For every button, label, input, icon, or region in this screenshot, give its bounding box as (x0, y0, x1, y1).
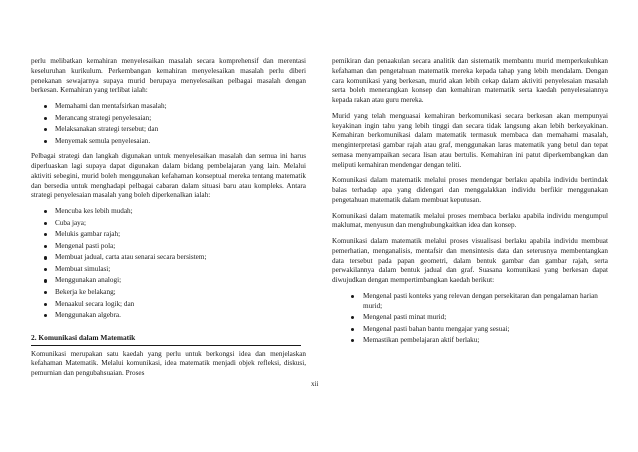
paragraph: Komunikasi merupakan satu kaedah yang perlu untuk berkongsi idea dan menjelaskan kefahaman Matematik. Melalui komunikasi, idea matematik menjadi objek refleksi, diskusi, pemurnian dan pengubahsuaian. Proses (31, 349, 306, 378)
bullet-icon (351, 339, 354, 342)
bullet-icon (351, 328, 354, 331)
list-item: Melaksanakan strategi tersebut; dan (31, 125, 306, 135)
bullet-icon (44, 117, 47, 120)
section-heading: 2. Komunikasi dalam Matematik (31, 333, 301, 346)
list-item: Menaakul secara logik; dan (31, 300, 306, 310)
list-item: Membuat simulasi; (31, 265, 306, 275)
bullet-icon (44, 314, 47, 317)
list-item: Mengenal pasti bahan bantu mengajar yang sesuai; (332, 325, 608, 335)
bullet-icon (44, 140, 47, 143)
left-column (31, 57, 306, 385)
bullet-icon (44, 222, 47, 225)
bullet-icon (44, 279, 47, 282)
list-item: Menggunakan algebra. (31, 311, 306, 321)
bullet-icon (351, 316, 354, 319)
paragraph: Komunikasi dalam matematik melalui proses membaca berlaku apabila individu mengumpul maklumat, menyusun dan menghubungkaitkan idea dan konsep. (332, 211, 608, 230)
list-item: Mencuba kes lebih mudah; (31, 207, 306, 217)
bullet-icon (351, 295, 354, 298)
paragraph: Komunikasi dalam matematik melalui proses visualisasi berlaku apabila individu membuat pemerhatian, menganalisis, mentafsir dan mensintesis data dan seterusnya membentangkan data tersebut pada papan geometri, dalam bentuk gambar dan gambar rajah, serta perwakilannya dalam bentuk jadual dan graf. Suasana komunikasi yang berkesan dapat diwujudkan dengan mempertimbangkan kaedah berikut: (332, 237, 608, 284)
list-item: Cuba jaya; (31, 219, 306, 229)
list-item: Memahami dan mentafsirkan masalah; (31, 102, 306, 112)
page-number: xii (311, 380, 319, 388)
right-column (332, 57, 608, 352)
bullet-icon (44, 256, 47, 259)
paragraph: Pelbagai strategi dan langkah digunakan untuk menyelesaikan masalah dan semua ini harus diperluaskan lagi supaya dapat digunakan dalam bidang pembelajaran yang lain. Melalui aktiviti sebegini, murid boleh menggunakan kefahaman konseptual mereka tentang matematik dan bersedia untuk menghadapi pelbagai cabaran dalam situasi baru atau kompleks. Antara strategi penyelesaian masalah yang boleh diperkenalkan ialah: (31, 152, 306, 200)
paragraph: pemikiran dan penaakulan secara analitik dan sistematik membantu murid memperkukuhkan kefahaman dan pengetahuan matematik mereka kepada tahap yang lebih mendalam. Dengan cara komunikasi yang berkesan, murid akan lebih cekap dalam aktiviti penyelesaian masalah serta boleh menerangkan konsep dan kemahiran matematik serta kaedah penyelesaiannya kepada rakan atau guru mereka. (332, 57, 608, 104)
communication-methods-list (332, 292, 608, 346)
list-item: Merancang strategi penyelesaian; (31, 114, 306, 124)
bullet-icon (44, 303, 47, 306)
bullet-icon (44, 210, 47, 213)
bullet-icon (44, 233, 47, 236)
list-item: Bekerja ke belakang; (31, 288, 306, 298)
paragraph: Murid yang telah menguasai kemahiran berkomunikasi secara berkesan akan mempunyai keyakinan ingin tahu yang lebih tinggi dan secara tidak langsung akan lebih berkeyakinan. Kemahiran berkomunikasi dalam matematik termasuk membaca dan memahami masalah, menginterpretasi gambar rajah atau graf, menggunakan laras matematik yang betul dan tepat semasa menyampaikan secara lisan atau bertulis. Kemahiran ini patut diperkembangkan dan meliputi kemahiran mendengar dengan teliti. (332, 111, 608, 169)
list-item: Menyemak semula penyelesaian. (31, 137, 306, 147)
bullet-icon (44, 291, 47, 294)
bullet-icon (44, 245, 47, 248)
list-item: Menggunakan analogi; (31, 276, 306, 286)
bullet-icon (44, 128, 47, 131)
list-item: Memastikan pembelajaran aktif berlaku; (332, 336, 608, 346)
list-item: Melukis gambar rajah; (31, 230, 306, 240)
list-item: Mengenal pasti pola; (31, 242, 306, 252)
paragraph: Komunikasi dalam matematik melalui proses mendengar berlaku apabila individu bertindak balas terhadap apa yang didengari dan menggalakkan individu berfikir menggunakan pengetahuan matematik dalam membuat keputusan. (332, 176, 608, 204)
paragraph: perlu melibatkan kemahiran menyelesaikan masalah secara komprehensif dan merentasi keseluruhan kurikulum. Perkembangan kemahiran menyelesaikan masalah perlu diberi penekanan sewajarnya supaya murid berupaya menyelesaikan pelbagai masalah dengan berkesan. Kemahiran yang terlibat ialah: (31, 57, 306, 95)
bullet-icon (44, 105, 47, 108)
list-item: Mengenal pasti konteks yang relevan dengan persekitaran dan pengalaman harian murid; (332, 292, 608, 312)
strategy-list (31, 207, 306, 321)
list-item: Mengenal pasti minat murid; (332, 313, 608, 323)
bullet-icon (44, 268, 47, 271)
problem-solving-skills-list (31, 102, 306, 146)
list-item: Membuat jadual, carta atau senarai secara bersistem; (31, 253, 306, 263)
